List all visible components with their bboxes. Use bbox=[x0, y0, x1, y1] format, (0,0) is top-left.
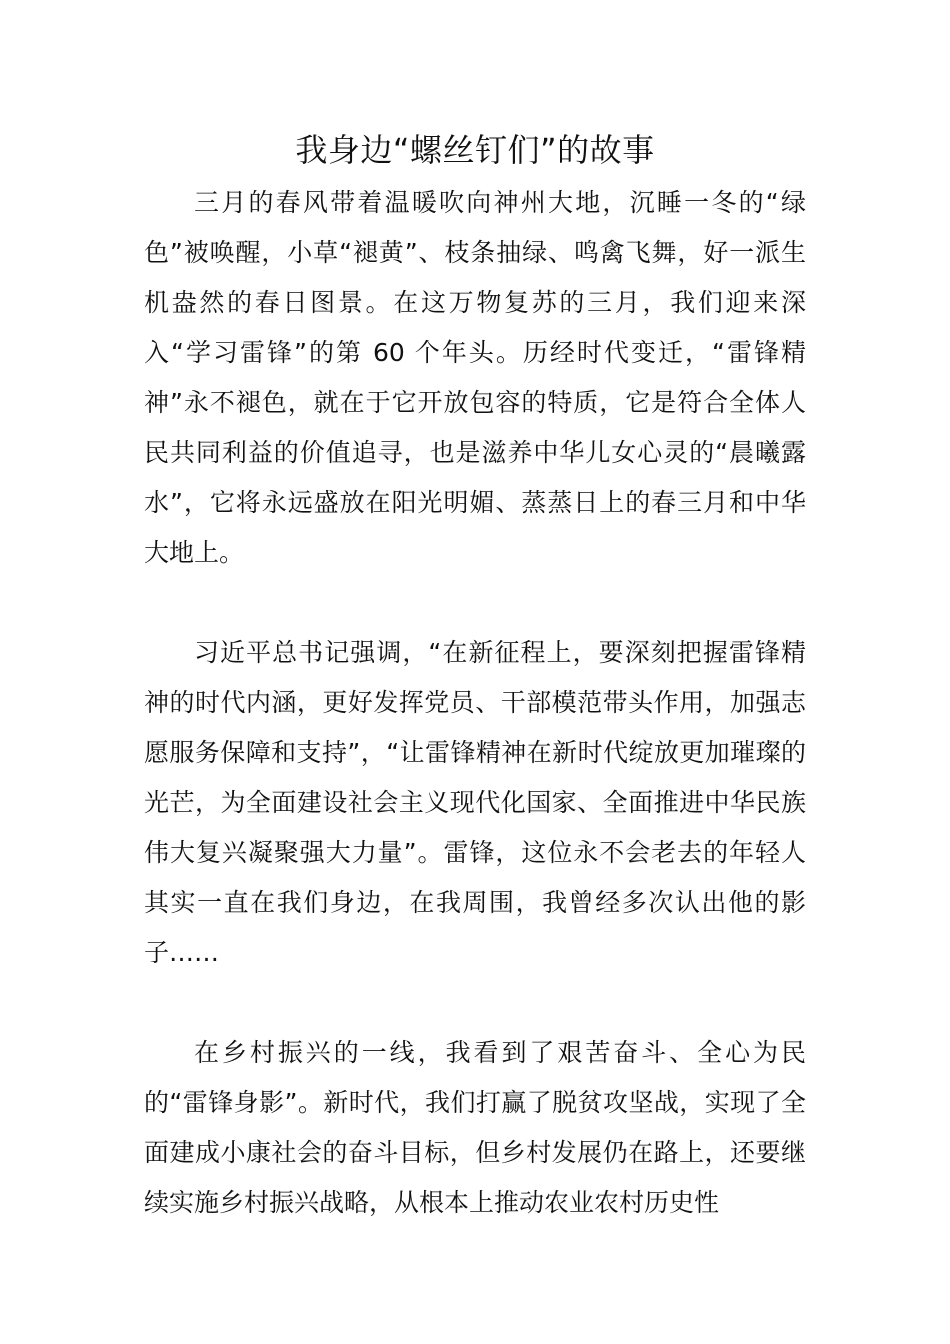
paragraph-1: 三月的春风带着温暖吹向神州大地，沉睡一冬的“绿色”被唤醒，小草“褪黄”、枝条抽绿、鸣禽飞舞，好一派生机盎然的春日图景。在这万物复苏的三月，我们迎来深入“学习雷锋”的第 60 个年头。历经时代变迁，“雷锋精神”永不褪色，就在于它开放包容的特质，它是符合全体人民共同利益的价值追寻，也是滋养中华儿女心灵的“晨曦露水”，它将永远盛放在阳光明媚、蒸蒸日上的春三月和中华大地上。 bbox=[144, 188, 806, 567]
paragraph-spacer bbox=[144, 578, 806, 628]
paragraph-2: 习近平总书记强调，“在新征程上，要深刻把握雷锋精神的时代内涵，更好发挥党员、干部模范带头作用，加强志愿服务保障和支持”，“让雷锋精神在新时代绽放更加璀璨的光芒，为全面建设社会主义现代化国家、全面推进中华民族伟大复兴凝聚强大力量”。雷锋，这位永不会老去的年轻人其实一直在我们身边，在我周围，我曾经多次认出他的影子…… bbox=[144, 638, 806, 967]
document-body bbox=[144, 178, 806, 1228]
paragraph-3: 在乡村振兴的一线，我看到了艰苦奋斗、全心为民的“雷锋身影”。新时代，我们打赢了脱贫攻坚战，实现了全面建成小康社会的奋斗目标，但乡村发展仍在路上，还要继续实施乡村振兴战略，从根本上推动农业农村历史性 bbox=[144, 1038, 806, 1217]
document-title: 我身边“螺丝钉们”的故事 bbox=[295, 131, 655, 169]
paragraph-spacer bbox=[144, 978, 806, 1028]
